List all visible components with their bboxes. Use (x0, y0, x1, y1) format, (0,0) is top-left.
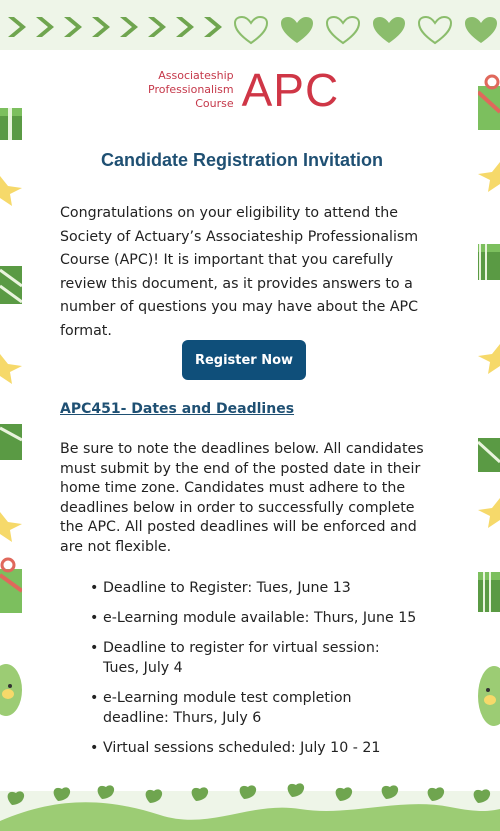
star-icon (0, 172, 22, 208)
heart-icon (278, 14, 316, 46)
heart-icon (462, 14, 500, 46)
chevron-border (4, 14, 226, 40)
bottom-garden-decoration (0, 761, 500, 831)
chevron-right-icon (88, 14, 114, 40)
gift-box-icon (478, 432, 500, 478)
chevron-right-icon (32, 14, 58, 40)
star-icon (478, 340, 500, 376)
gift-box-icon (0, 412, 22, 462)
deadline-list (90, 578, 420, 768)
gift-box-icon (478, 236, 500, 282)
gift-box-icon (0, 555, 22, 615)
star-icon (0, 350, 22, 386)
list-item: • e-Learning module available: Thurs, June 15 (90, 608, 420, 628)
logo-line: Associateship (158, 69, 234, 82)
list-item: • e-Learning module test completion deadline: Thurs, July 6 (90, 688, 420, 728)
gift-box-icon (0, 98, 22, 142)
intro-paragraph: Congratulations on your eligibility to attend the Society of Actuary’s Associateship Professionalism Course (APC)! It is important that you carefully review this document, as it provides answers to a number of questions you may have about the APC format. (60, 205, 419, 339)
heart-outline-icon (324, 14, 362, 46)
chevron-right-icon (144, 14, 170, 40)
page-title: Candidate Registration Invitation (100, 150, 384, 170)
gift-box-icon (478, 562, 500, 614)
register-now-button[interactable]: Register Now (182, 340, 306, 380)
logo-line: Course (195, 97, 234, 110)
list-item: • Deadline to Register: Tues, June 13 (90, 578, 420, 598)
chevron-right-icon (4, 14, 30, 40)
chevron-right-icon (172, 14, 198, 40)
chevron-right-icon (116, 14, 142, 40)
logo-wordmark (148, 69, 234, 111)
pea-character-icon (478, 662, 500, 738)
chevron-right-icon (60, 14, 86, 40)
dates-section-heading-link[interactable]: APC451- Dates and Deadlines (60, 401, 295, 417)
gift-box-icon (478, 72, 500, 132)
heart-outline-icon (232, 14, 270, 46)
chevron-right-icon (200, 14, 226, 40)
apc-logo (148, 66, 348, 114)
logo-line: Professionalism (148, 83, 234, 96)
list-item: • Deadline to register for virtual session: Tues, July 4 (90, 638, 420, 678)
heart-icon (370, 14, 408, 46)
top-decoration-band (0, 0, 500, 50)
star-icon (0, 508, 22, 544)
logo-mark: APC (241, 64, 340, 116)
heart-border (232, 14, 500, 46)
list-item: • Virtual sessions scheduled: July 10 - 21 (90, 738, 420, 758)
deadline-notice-paragraph: Be sure to note the deadlines below. All candidates must submit by the end of the posted date in their home time zone. Candidates must adhere to the deadlines below in order to successfully complete the APC. All posted deadlines will be enforced and are not flexible. (60, 441, 424, 555)
gift-box-icon (0, 256, 22, 306)
star-icon (478, 494, 500, 530)
heart-outline-icon (416, 14, 454, 46)
pea-character-icon (0, 660, 22, 724)
